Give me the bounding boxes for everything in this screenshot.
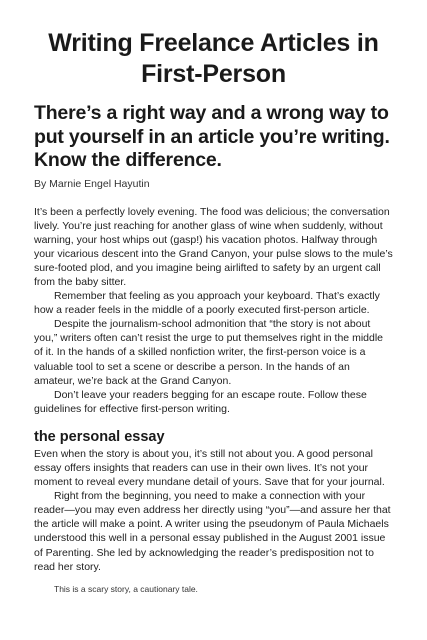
article-body bbox=[34, 205, 393, 595]
section-heading: the personal essay bbox=[34, 428, 165, 445]
byline: By Marnie Engel Hayutin bbox=[34, 177, 150, 190]
quoted-line: This is a scary story, a cautionary tale. bbox=[54, 583, 198, 594]
body-paragraph: Even when the story is about you, it’s still not about you. A good personal essay offers insights that readers can use in their own lives. It’s not your moment to reveal every mundane detail of yours. Save that for your journal. bbox=[34, 447, 385, 489]
body-paragraph: Right from the beginning, you need to make a connection with your reader—you may even address her directly using “you”—and assure her that the article will make a point. A writer using the pseudonym of Paula Michaels understood this well in a personal essay published in the August 2001 issue of Parenting. She led by acknowledging the reader’s predisposition not to read her story. bbox=[34, 490, 391, 573]
body-paragraph: Despite the journalism-school admonition that “the story is not about you,” writers often can’t resist the urge to put themselves right in the middle of it. In the hands of a skilled nonfiction writer, the first-person voice is a valuable tool to set a scene or describe a person. In the hands of an amateur, we’re back at the Grand Canyon. bbox=[34, 318, 383, 387]
body-paragraph: Remember that feeling as you approach your keyboard. That’s exactly how a reader feels in the middle of a poorly executed first-person article. bbox=[34, 290, 380, 317]
article-title: Writing Freelance Articles in First-Person bbox=[48, 29, 379, 88]
article-deck: There’s a right way and a wrong way to put yourself in an article you’re writing. Know the difference. bbox=[34, 102, 390, 171]
body-paragraph: It’s been a perfectly lovely evening. The food was delicious; the conversation lively. You’re just reaching for another glass of wine when suddenly, without warning, your host whips out (gasp!) his vacation photos. Halfway through your vicarious descent into the Grand Canyon, your pulse slows to the mule’s sure-footed plod, and you imagine being airlifted to safety by an urgent call from the baby sitter. bbox=[34, 205, 393, 288]
body-paragraph: Don’t leave your readers begging for an escape route. Follow these guidelines for effective first-person writing. bbox=[34, 388, 367, 415]
